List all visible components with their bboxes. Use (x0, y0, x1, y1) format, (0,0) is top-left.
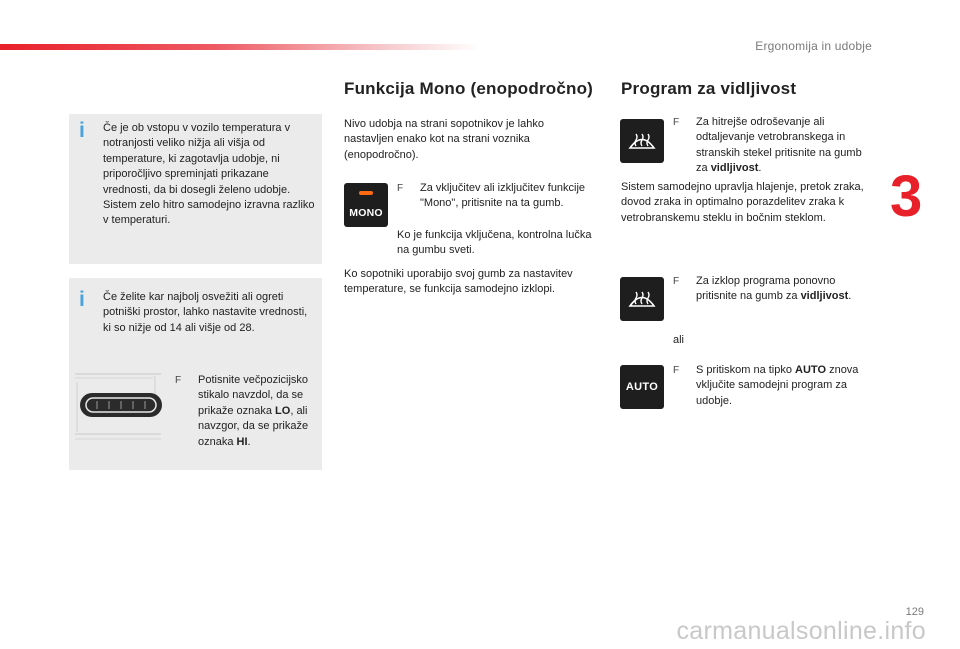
visibility-button-2[interactable] (620, 277, 664, 321)
heading-visibility: Program za vidljivost (621, 79, 797, 98)
heading-mono: Funkcija Mono (enopodročno) (344, 79, 594, 98)
info-icon: i (79, 288, 85, 311)
mono-button-label: MONO (349, 207, 383, 219)
bullet-flag-icon: F (673, 365, 680, 376)
info-box-temperature (69, 114, 322, 264)
windshield-defrost-icon (620, 277, 664, 321)
header-accent-bar (0, 44, 480, 50)
chapter-title: Ergonomija in udobje (755, 39, 872, 53)
bullet-flag-icon: F (673, 276, 680, 287)
windshield-defrost-icon (620, 119, 664, 163)
info-text-min-max: Če želite kar najbolj osvežiti ali ogreti potniški prostor, lahko nastavite vrednosti, ki so nižje od 14 ali višje od 28. (103, 291, 308, 334)
visibility-button[interactable] (620, 119, 664, 163)
multiposition-switch-illustration (75, 370, 165, 446)
bullet-visibility-off-text: Za izklop programa ponovno pritisnite na gumb za vidljivost. (696, 275, 852, 303)
bullet-flag-icon: F (673, 117, 680, 128)
bullet-flag-icon: F (397, 183, 404, 194)
bullet-lo-hi-text: Potisnite večpozicijsko stikalo navzdol, da se prikaže oznaka LO, ali navzgor, da se prikaže oznaka HI. (198, 374, 309, 448)
watermark: carmanualsonline.info (676, 617, 926, 645)
bullet-visibility-on-text: Za hitrejše odroševanje ali odtaljevanje vetrobranskega in stranskih stekel pritisnite na gumb za vidljivost. (696, 116, 862, 175)
info-icon: i (79, 119, 85, 142)
auto-button-label: AUTO (625, 381, 659, 393)
mono-closing-text: Ko sopotniki uporabijo svoj gumb za nastavitev temperature, se funkcija samodejno izklopi. (344, 268, 573, 296)
info-text-temperature: Če je ob vstopu v vozilo temperatura v notranjosti veliko nižja ali višja od temperature, ki zagotavlja udobje, ni priporočljivo spreminjati prikazane vrednosti, da bi dosegli želeno udobje. Sistem zelo hitro samodejno izravna razliko v temperaturi. (103, 122, 315, 227)
mono-button[interactable] (344, 183, 388, 227)
info-box-min-max (69, 278, 322, 470)
mono-indicator-text: Ko je funkcija vključena, kontrolna lučka na gumbu sveti. (397, 229, 592, 257)
mono-indicator-light (359, 191, 373, 195)
chapter-number: 3 (890, 164, 923, 229)
bullet-mono-text: Za vključitev ali izključitev funkcije "Mono", pritisnite na ta gumb. (420, 182, 586, 210)
bullet-auto-text: S pritiskom na tipko AUTO znova vključite samodejni program za udobje. (696, 364, 859, 407)
auto-button[interactable] (620, 365, 664, 409)
bullet-flag-icon: F (175, 375, 182, 386)
mono-intro-text: Nivo udobja na strani sopotnikov je lahko nastavljen enako kot na strani voznika (enopodročno). (344, 118, 544, 161)
visibility-system-text: Sistem samodejno upravlja hlajenje, pretok zraka, dovod zraka in optimalno porazdelitev zraka k vetrobranskemu steklu in bočnim steklom. (621, 181, 864, 224)
or-text: ali (673, 334, 685, 346)
page-number: 129 (905, 606, 924, 618)
